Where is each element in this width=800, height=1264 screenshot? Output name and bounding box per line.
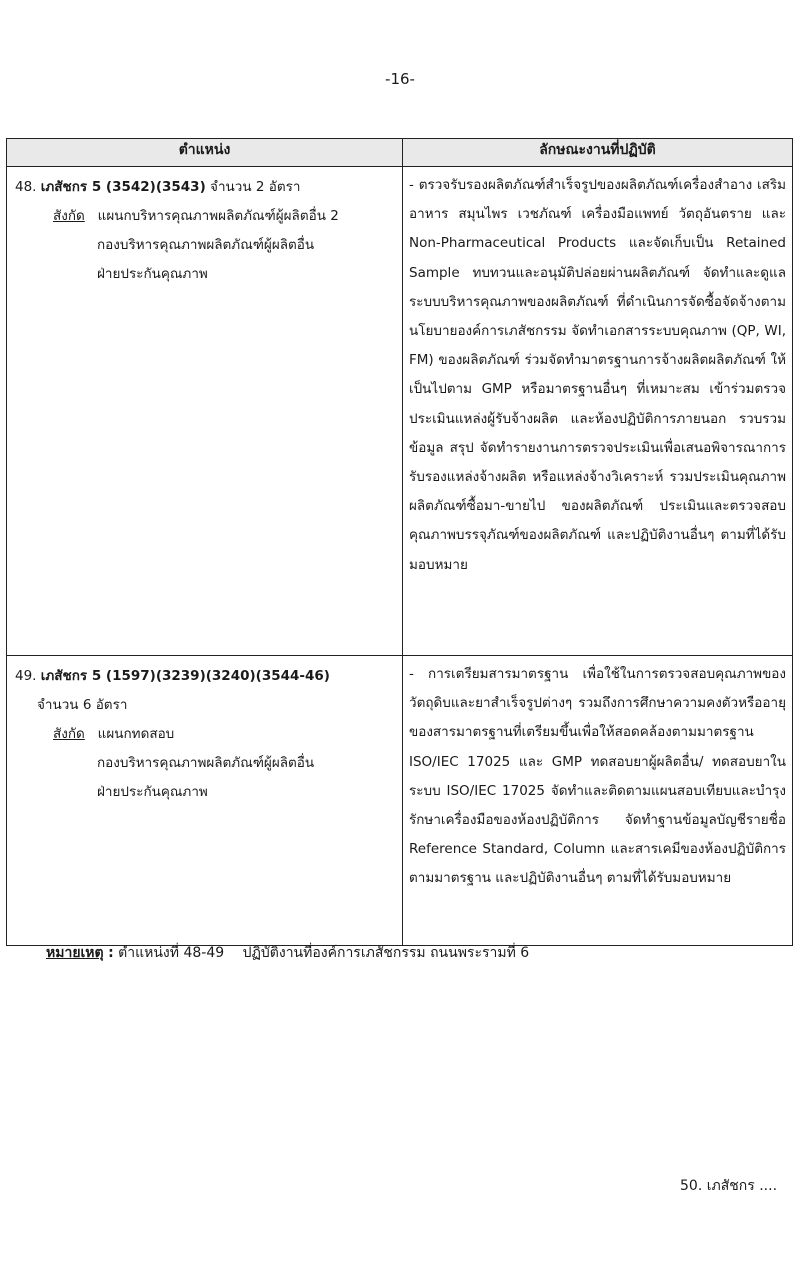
position-title: เภสัชกร 5 (3542)(3543) — [40, 179, 206, 195]
position-number: 48. — [15, 179, 37, 195]
table-row — [7, 167, 793, 656]
positions-table — [6, 138, 793, 946]
affiliation-line — [15, 202, 396, 231]
position-count: จำนวน 2 อัตรา — [210, 179, 301, 195]
position-number: 49. — [15, 668, 37, 684]
header-position: ตำแหน่ง — [7, 139, 403, 167]
section-name: แผนกทดสอบ — [97, 726, 175, 742]
position-title: เภสัชกร 5 (1597)(3239)(3240)(3544-46) — [40, 668, 330, 684]
position-cell — [7, 656, 403, 946]
duties-cell: - การเตรียมสารมาตรฐาน เพื่อใช้ในการตรวจสอบคุณภาพของวัตถุดิบและยาสำเร็จรูปต่างๆ รวมถึงการศึกษาความคงตัวหรืออายุของสารมาตรฐานที่เตรียมขึ้นเพื่อให้สอดคล้องตามมาตรฐาน ISO/IEC 17025 และ GMP ทดสอบยาผู้ผลิตอื่น/ ทดสอบยาในระบบ ISO/IEC 17025 จัดทำและติดตามแผนสอบเทียบและบำรุงรักษาเครื่องมือของห้องปฏิบัติการ จัดทำฐานข้อมูลบัญชีรายชื่อ Reference Standard, Column และสารเคมีของห้องปฏิบัติการตามมาตรฐาน และปฏิบัติงานอื่นๆ ตามที่ได้รับมอบหมาย — [403, 656, 793, 946]
section-name: แผนกบริหารคุณภาพผลิตภัณฑ์ผู้ผลิตอื่น 2 — [97, 208, 339, 224]
position-title-line — [15, 173, 396, 202]
note-colon: : — [108, 945, 114, 961]
page-number: -16- — [385, 70, 415, 88]
division-name: กองบริหารคุณภาพผลิตภัณฑ์ผู้ผลิตอื่น — [97, 755, 315, 771]
table-header-row — [7, 139, 793, 167]
division-name: กองบริหารคุณภาพผลิตภัณฑ์ผู้ผลิตอื่น — [97, 237, 315, 253]
department-name: ฝ่ายประกันคุณภาพ — [97, 266, 208, 282]
duties-cell: - ตรวจรับรองผลิตภัณฑ์สำเร็จรูปของผลิตภัณฑ์เครื่องสำอาง เสริมอาหาร สมุนไพร เวชภัณฑ์ เครื่องมือแพทย์ วัตถุอันตราย และ Non-Pharmaceutical Products และจัดเก็บเป็น Retained Sample ทบทวนและอนุมัติปล่อยผ่านผลิตภัณฑ์ จัดทำและดูแลระบบบริหารคุณภาพของผลิตภัณฑ์ ที่ดำเนินการจัดซื้อจัดจ้างตามนโยบายองค์การเภสัชกรรม จัดทำเอกสารระบบคุณภาพ (QP, WI, FM) ของผลิตภัณฑ์ ร่วมจัดทำมาตรฐานการจ้างผลิตผลิตภัณฑ์ ให้เป็นไปตาม GMP หรือมาตรฐานอื่นๆ ที่เหมาะสม เข้าร่วมตรวจประเมินแหล่งผู้รับจ้างผลิต และห้องปฏิบัติการภายนอก รวบรวมข้อมูล สรุป จัดทำรายงานการตรวจประเมินเพื่อเสนอพิจารณาการรับรองแหล่งจ้างผลิต หรือแหล่งจ้างวิเคราะห์ รวมประเมินคุณภาพผลิตภัณฑ์ซื้อมา-ขายไป ของผลิตภัณฑ์ ประเมินและตรวจสอบคุณภาพบรรจุภัณฑ์ของผลิตภัณฑ์ และปฏิบัติงานอื่นๆ ตามที่ได้รับมอบหมาย — [403, 167, 793, 656]
table-row — [7, 656, 793, 946]
affiliation-label: สังกัด — [53, 726, 85, 742]
continuation-text: 50. เภสัชกร .... — [680, 1178, 778, 1194]
footnote — [46, 942, 529, 964]
department-name: ฝ่ายประกันคุณภาพ — [97, 784, 208, 800]
header-duties: ลักษณะงานที่ปฏิบัติ — [403, 139, 793, 167]
position-title-line — [15, 662, 396, 691]
affiliation-label: สังกัด — [53, 208, 85, 224]
note-detail: ปฏิบัติงานที่องค์การเภสัชกรรม ถนนพระรามที่ 6 — [242, 945, 530, 961]
note-text: ตำแหน่งที่ 48-49 — [118, 945, 225, 961]
note-label: หมายเหตุ — [46, 945, 104, 961]
position-count: จำนวน 6 อัตรา — [37, 697, 128, 713]
position-cell — [7, 167, 403, 656]
affiliation-line — [15, 720, 396, 749]
